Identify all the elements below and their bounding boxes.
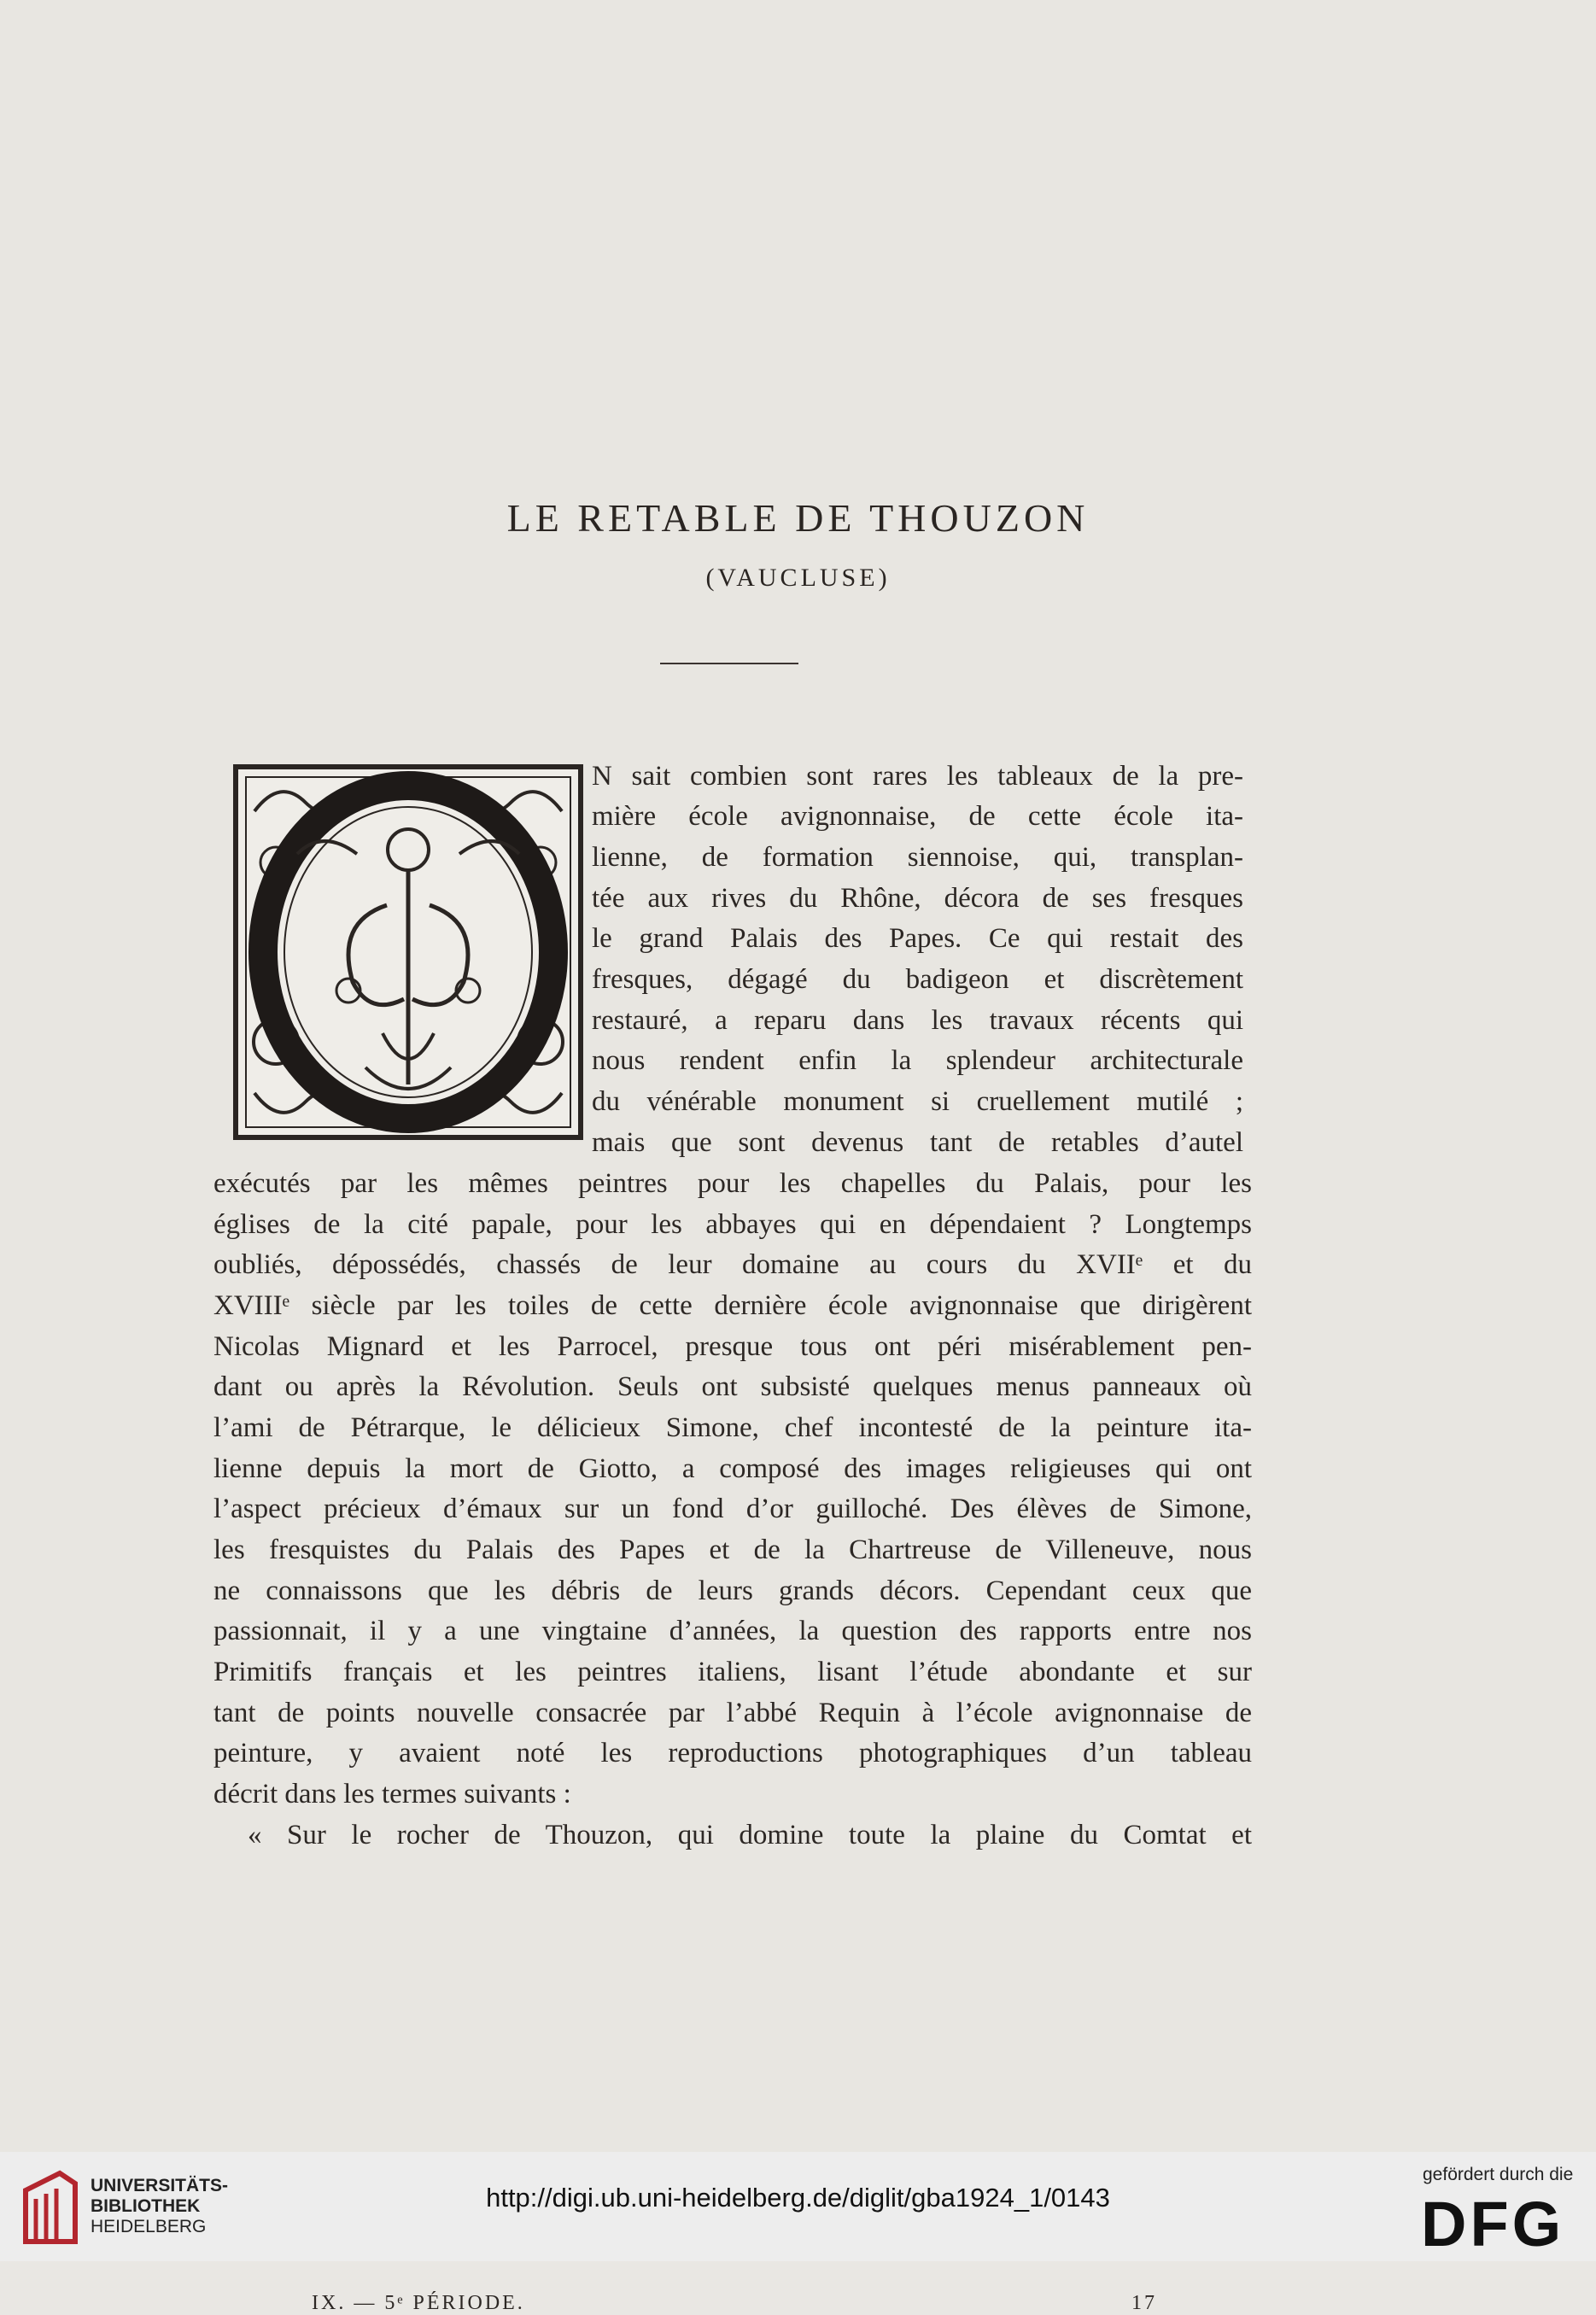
text-line: tant de points nouvelle consacrée par l’abbé Requin à l’école avignonnaise de [213, 1698, 1252, 1728]
text-line: oubliés, dépossédés, chassés de leur domaine au cours du XVIIᵉ et du [213, 1249, 1252, 1280]
text-line: peinture, y avaient noté les reproductions photographiques d’un tableau [213, 1738, 1252, 1768]
article-subtitle: (VAUCLUSE) [705, 564, 891, 592]
text-line: passionnait, il y a une vingtaine d’années, la question des rapports entre nos [213, 1616, 1252, 1646]
text-line: décrit dans les termes suivants : [213, 1779, 571, 1809]
text-line: lienne, de formation siennoise, qui, transplan- [592, 842, 1243, 873]
text-line: « Sur le rocher de Thouzon, qui domine toute la plaine du Comtat et [248, 1820, 1252, 1850]
text-line: églises de la cité papale, pour les abbayes qui en dépendaient ? Longtemps [213, 1209, 1252, 1240]
page-number: 17 [1131, 2292, 1157, 2314]
text-line: nous rendent enfin la splendeur architecturale [592, 1045, 1243, 1076]
institution-line-2: BIBLIOTHEK [91, 2196, 201, 2216]
text-line: exécutés par les mêmes peintres pour les chapelles du Palais, pour les [213, 1168, 1252, 1199]
text-line: Nicolas Mignard et les Parrocel, presque tous ont péri misérablement pen- [213, 1331, 1252, 1362]
institution-line-1: UNIVERSITÄTS- [91, 2176, 229, 2195]
text-line: fresques, dégagé du badigeon et discrètement [592, 964, 1243, 995]
text-line: du vénérable monument si cruellement mutilé ; [592, 1086, 1243, 1117]
permalink-url[interactable]: http://digi.ub.uni-heidelberg.de/diglit/gba1924_1/0143 [486, 2183, 1110, 2213]
article-title: LE RETABLE DE THOUZON [506, 496, 1090, 540]
text-line: le grand Palais des Papes. Ce qui restait des [592, 923, 1243, 954]
dfg-logo-text: DFG [1421, 2189, 1565, 2256]
text-line: tée aux rives du Rhône, décora de ses fresques [592, 883, 1243, 914]
text-line: l’aspect précieux d’émaux sur un fond d’or guilloché. Des élèves de Simone, [213, 1494, 1252, 1524]
dfg-logo-icon[interactable] [1421, 2188, 1575, 2256]
footer-signature: IX. — 5ᵉ PÉRIODE. [312, 2292, 525, 2314]
text-line: N sait combien sont rares les tableaux de la pre- [592, 761, 1243, 792]
text-line: lienne depuis la mort de Giotto, a composé des images religieuses qui ont [213, 1453, 1252, 1484]
title-rule [660, 663, 798, 664]
text-line: XVIIIᵉ siècle par les toiles de cette dernière école avignonnaise que dirigèrent [213, 1290, 1252, 1321]
funding-caption: gefördert durch die [1423, 2165, 1574, 2184]
text-line: mais que sont devenus tant de retables d’autel [592, 1127, 1243, 1158]
institution-line-3: HEIDELBERG [91, 2217, 207, 2236]
text-line: dant ou après la Révolution. Seuls ont subsisté quelques menus panneaux où [213, 1371, 1252, 1402]
text-line: l’ami de Pétrarque, le délicieux Simone, chef incontesté de la peinture ita- [213, 1412, 1252, 1443]
text-line: Primitifs français et les peintres italiens, lisant l’étude abondante et sur [213, 1657, 1252, 1687]
text-line: ne connaissons que les débris de leurs grands décors. Cependant ceux que [213, 1575, 1252, 1606]
text-line: mière école avignonnaise, de cette école ita- [592, 801, 1243, 832]
text-line: les fresquistes du Palais des Papes et de la Chartreuse de Villeneuve, nous [213, 1535, 1252, 1565]
ornamental-initial-o-icon [229, 760, 588, 1144]
text-line: restauré, a reparu dans les travaux récents qui [592, 1005, 1243, 1036]
